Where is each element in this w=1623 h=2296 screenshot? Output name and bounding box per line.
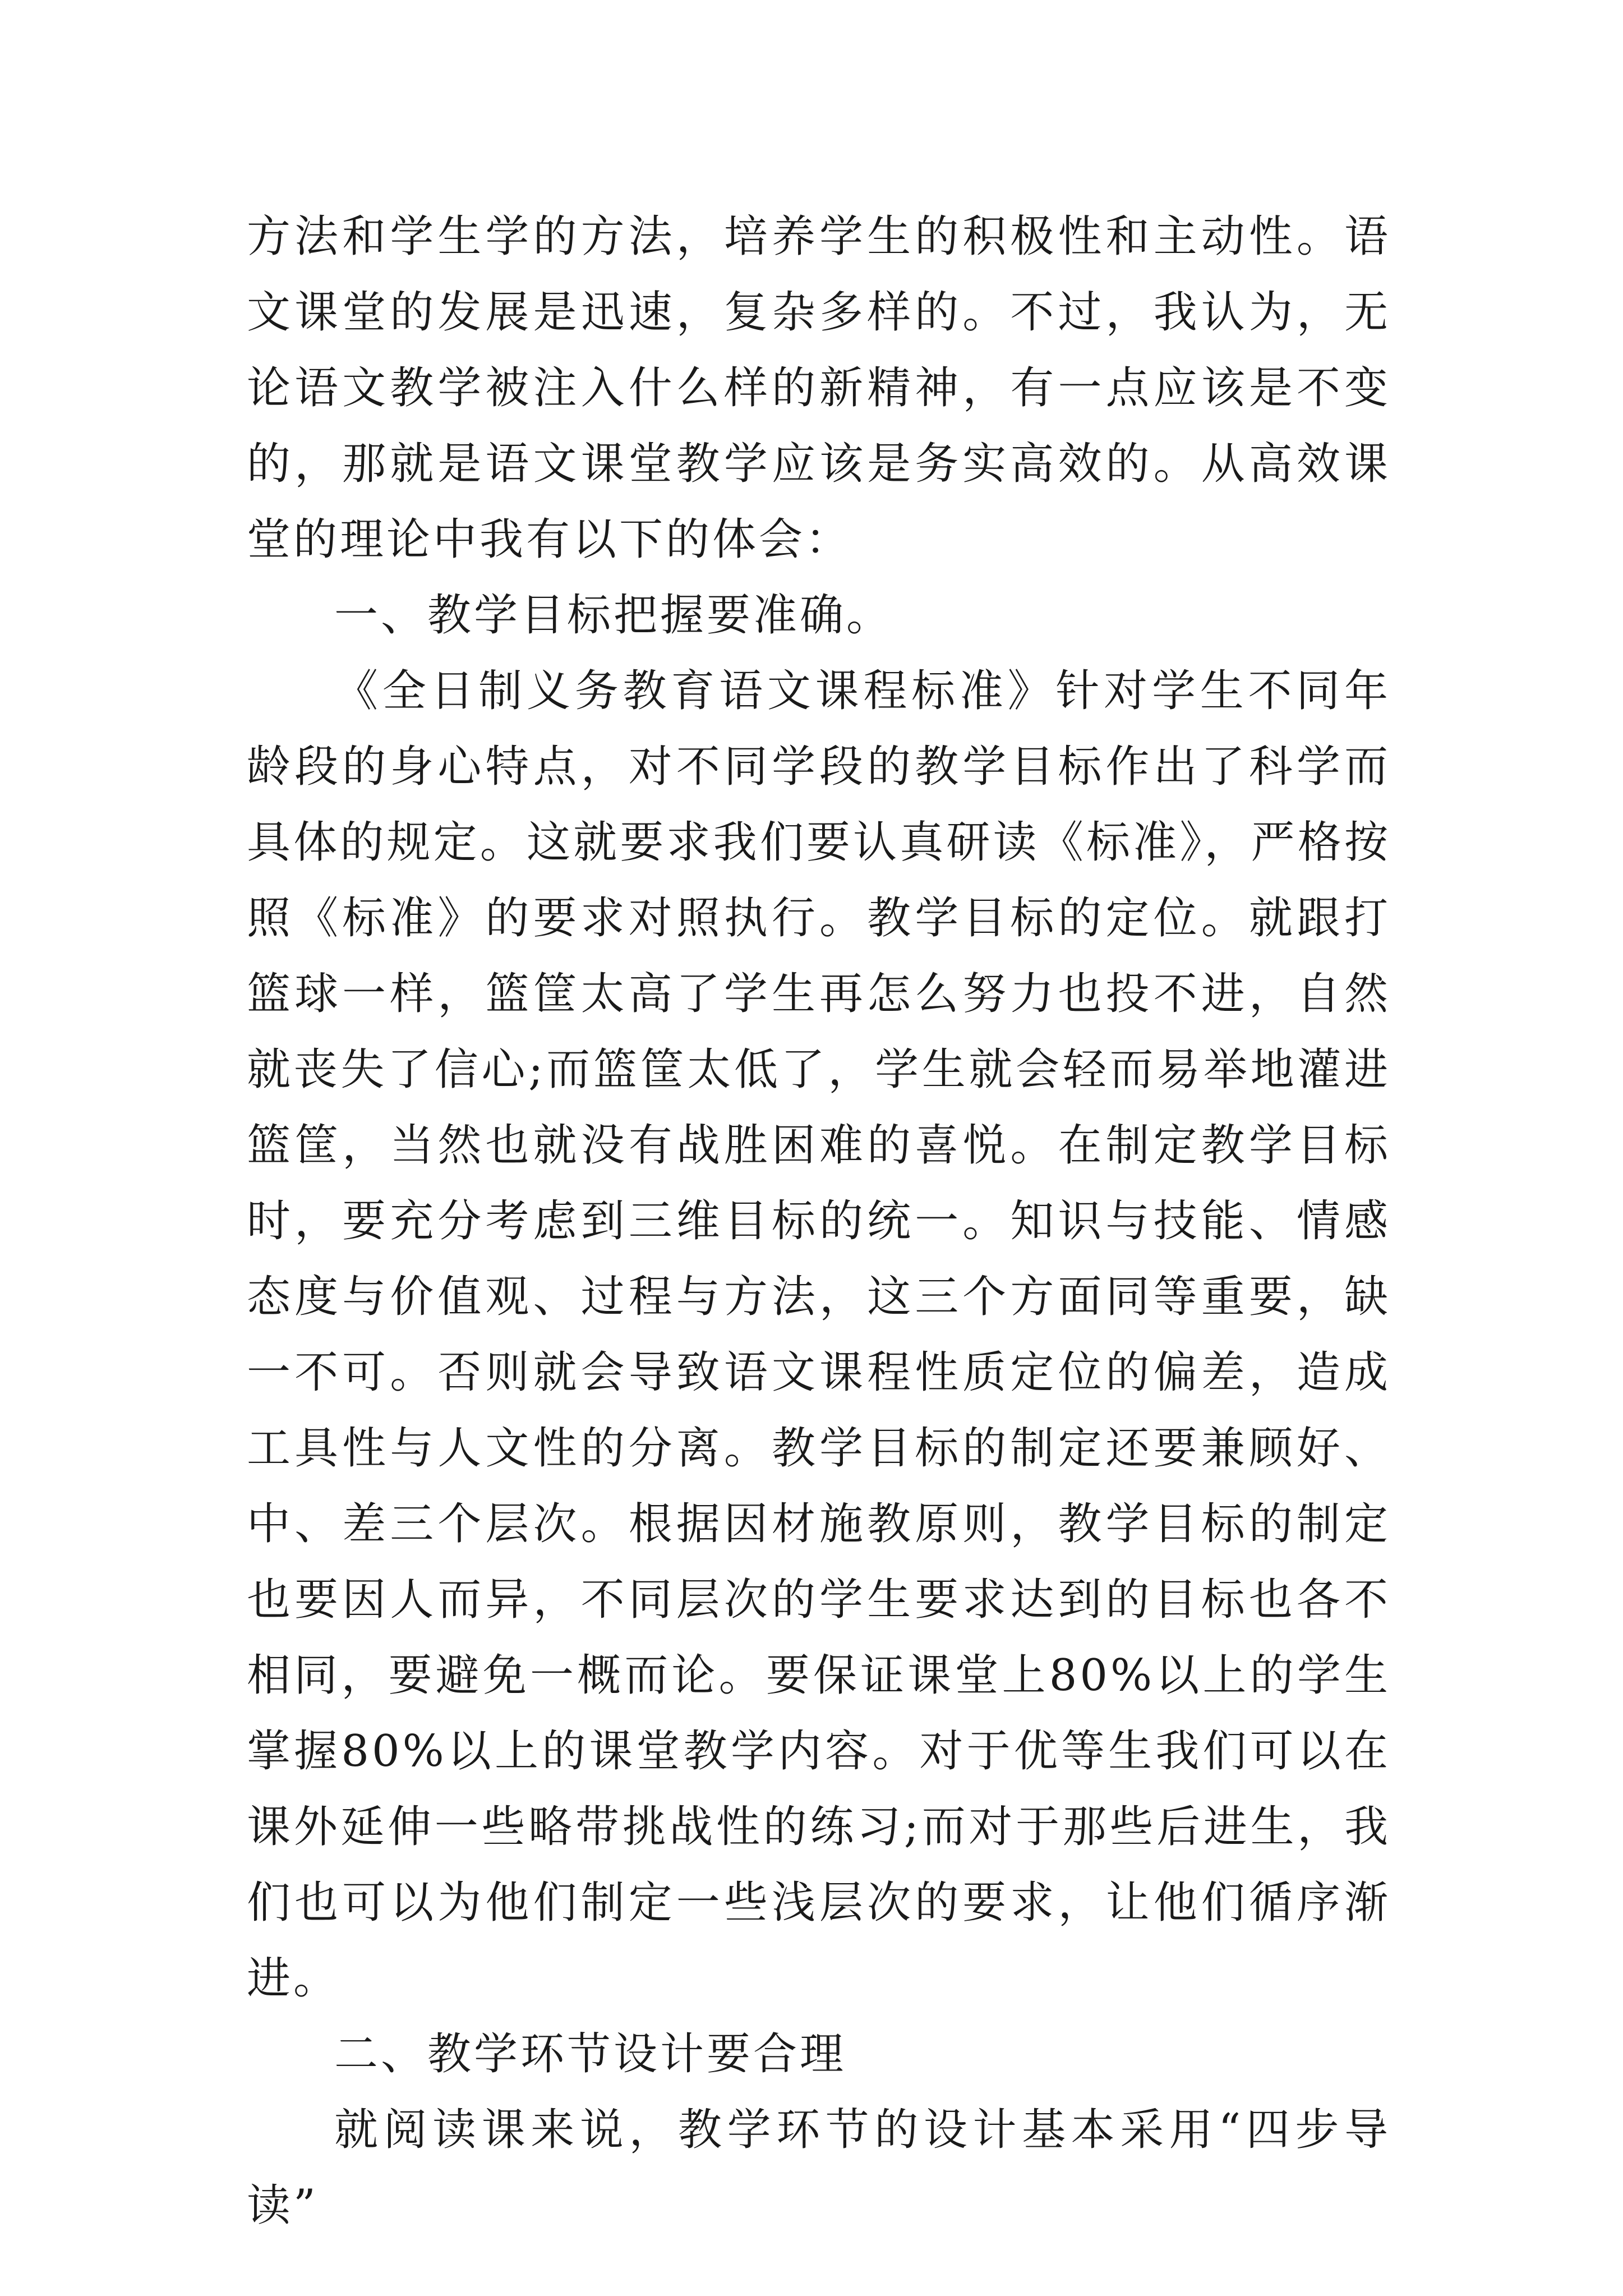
- body-text: [247, 199, 1391, 2244]
- paragraph-section-2: 就阅读课来说，教学环节的设计基本采用“四步导读”: [247, 2105, 1391, 2231]
- paragraph-continuation: 方法和学生学的方法，培养学生的积极性和主动性。语文课堂的发展是迅速，复杂多样的。不过，我认为，无论语文教学被注入什么样的新精神，有一点应该是不变的，那就是语文课堂教学应该是务实高效的。从高效课堂的理论中我有以下的体会：: [247, 211, 1391, 565]
- paragraph-section-1: 《全日制义务教育语文课程标准》针对学生不同年龄段的身心特点，对不同学段的教学目标作出了科学而具体的规定。这就要求我们要认真研读《标准》，严格按照《标准》的要求对照执行。教学目标的定位。就跟打篮球一样，篮筐太高了学生再怎么努力也投不进，自然就丧失了信心;而篮筐太低了，学生就会轻而易举地灌进篮筐，当然也就没有战胜困难的喜悦。在制定教学目标时，要充分考虑到三维目标的统一。知识与技能、情感态度与价值观、过程与方法，这三个方面同等重要，缺一不可。否则就会导致语文课程性质定位的偏差，造成工具性与人文性的分离。教学目标的制定还要兼顾好、中、差三个层次。根据因材施教原则，教学目标的制定也要因人而异，不同层次的学生要求达到的目标也各不相同，要避免一概而论。要保证课堂上80%以上的学生掌握80%以上的课堂教学内容。对于优等生我们可以在课外延伸一些略带挑战性的练习;而对于那些后进生，我们也可以为他们制定一些浅层次的要求，让他们循序渐进。: [247, 666, 1391, 2004]
- section-heading-2: 二、教学环节设计要合理: [334, 2029, 847, 2079]
- section-heading-1: 一、教学目标把握要准确。: [334, 590, 893, 641]
